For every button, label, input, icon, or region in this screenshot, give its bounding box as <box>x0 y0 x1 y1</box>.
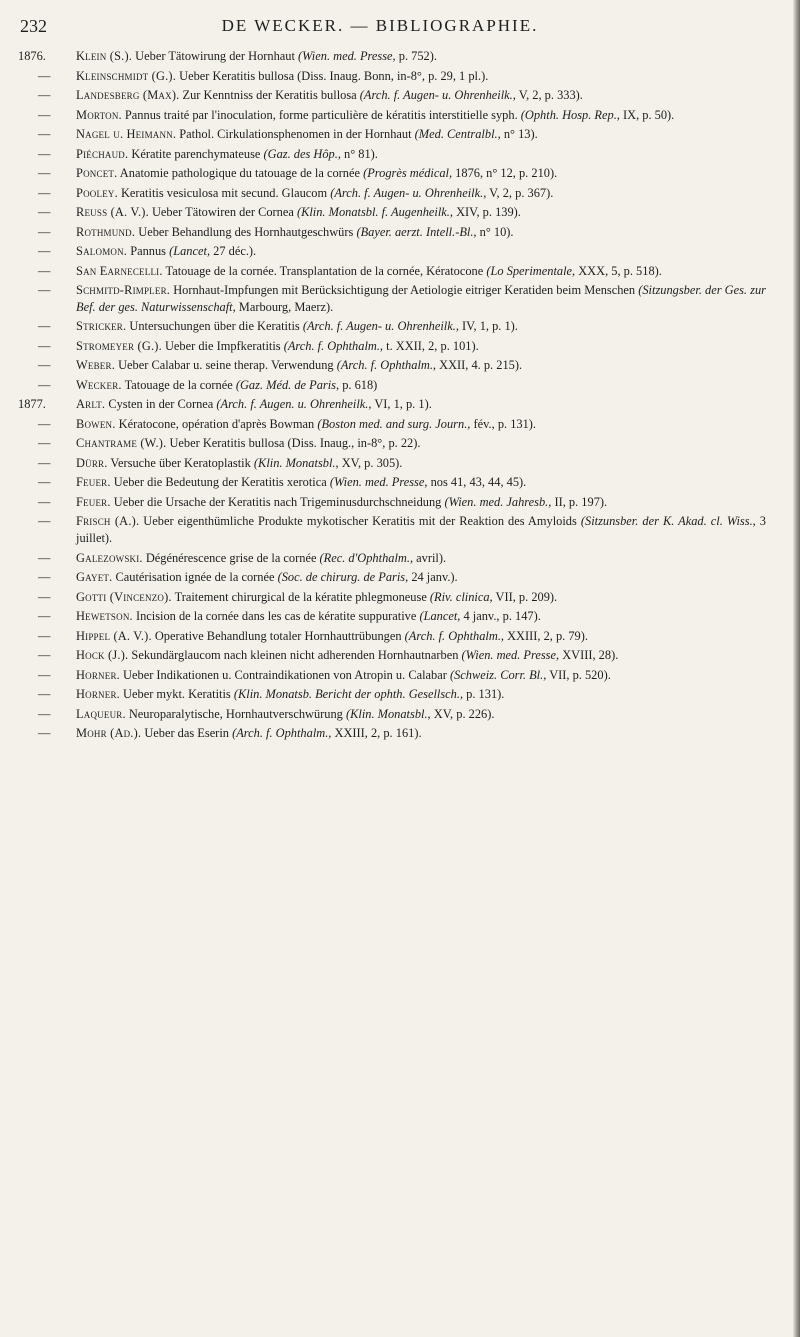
entry-source: (Sitzungsber. der Ges. zur Bef. der ges. Naturwissenschaft, <box>76 283 766 314</box>
entry-source: (Arch. f. Augen. u. Ohrenheilk., <box>216 397 372 412</box>
entry-title: Ueber Keratitis bullosa (Diss. Inaug., in-8°, p. 22). <box>166 436 421 451</box>
entry-source: (Arch. f. Ophthalm., <box>336 358 437 373</box>
entry-text <box>76 243 766 260</box>
entry-source: (Lancet, <box>169 244 211 258</box>
entry-text <box>76 282 766 316</box>
ditto-dash: — <box>38 377 51 392</box>
entry-details: fév., p. 131). <box>470 416 537 431</box>
page-header <box>20 14 740 42</box>
entry-source: (Schweiz. Corr. Bl., <box>449 667 547 682</box>
entry-title: Ueber Behandlung des Hornhautgeschwürs <box>135 224 357 239</box>
running-title: DE WECKER. — BIBLIOGRAPHIE. <box>221 16 539 35</box>
bibliography-entry <box>18 494 766 511</box>
entry-text <box>76 204 766 221</box>
entry-source: (Bayer. aerzt. Intell.-Bl., <box>356 224 477 239</box>
bibliography-entry <box>18 87 766 104</box>
entry-details: XXII, 4. p. 215). <box>436 358 523 373</box>
bibliography-entry <box>18 628 766 645</box>
entry-source: (Wien. med. Presse, <box>298 49 396 63</box>
ditto-dash: — <box>38 283 51 297</box>
entry-source: (Arch. f. Ophthalm., <box>232 726 332 741</box>
entry-year: 1876. <box>18 49 46 63</box>
bibliography-entry <box>18 263 766 280</box>
entry-source: (Klin. Monatsbl., <box>253 455 339 470</box>
entry-text <box>76 455 766 472</box>
entry-source: (Arch. f. Augen- u. Ohrenheilk., <box>359 88 516 102</box>
ditto-dash: — <box>38 570 51 585</box>
bibliography-entry <box>18 435 766 452</box>
bibliography-entry <box>18 550 766 567</box>
entry-author: Salomon. <box>76 244 128 258</box>
entry-author: Schmitd-Rimpler. <box>76 283 171 297</box>
entry-author: Horner. <box>76 687 120 702</box>
entry-text <box>76 628 766 645</box>
entry-year: 1877. <box>18 397 46 412</box>
entry-author: Hock (J.). <box>76 648 129 663</box>
entry-text <box>76 494 766 511</box>
bibliography-entry <box>18 474 766 491</box>
entry-title: Anatomie pathologique du tatouage de la cornée <box>117 166 364 180</box>
entry-title: Cautérisation ignée de la cornée <box>112 570 278 585</box>
entry-source: (Gaz. Méd. de Paris, <box>235 377 340 392</box>
ditto-dash: — <box>38 687 51 702</box>
entry-details: p. 752). <box>395 49 437 63</box>
bibliography-entry <box>18 608 766 625</box>
entry-title: Pathol. Cirkulationsphenomen in der Hornhaut <box>176 127 415 141</box>
entry-details: II, p. 197). <box>551 494 608 509</box>
entry-source: (Boston med. and surg. Journ., <box>317 416 471 431</box>
entry-source: (Gaz. des Hôp., <box>263 146 341 161</box>
ditto-dash: — <box>38 263 51 278</box>
entry-author: Arlt. <box>76 397 106 412</box>
entry-details: XV, p. 226). <box>430 706 495 721</box>
entry-author: Dürr. <box>76 455 108 470</box>
bibliography-entry <box>18 282 766 316</box>
entry-text <box>76 185 766 202</box>
entry-title: Zur Kenntniss der Keratitis bullosa <box>179 88 360 102</box>
entry-text <box>76 68 766 85</box>
bibliography-entry <box>18 318 766 335</box>
entry-author: Feuer. <box>76 494 111 509</box>
entry-title: Traitement chirurgical de la kératite phlegmoneuse <box>171 589 430 604</box>
entry-title: Ueber mykt. Keratitis <box>119 687 234 702</box>
entry-details: t. XXII, 2, p. 101). <box>383 338 479 353</box>
entry-author: Landesberg (Max). <box>76 88 180 102</box>
entry-source: (Soc. de chirurg. de Paris, <box>277 570 409 585</box>
bibliography-entry <box>18 416 766 433</box>
entry-source: (Ophth. Hosp. Rep., <box>520 107 620 122</box>
ditto-dash: — <box>38 68 51 83</box>
entry-source: (Sitzunsber. der K. Akad. cl. Wiss., <box>580 514 756 529</box>
entry-details: VII, p. 520). <box>546 667 611 682</box>
entry-text <box>76 513 766 547</box>
entry-details: n° 13). <box>500 127 538 141</box>
entry-title: Kératite parenchymateuse <box>128 146 264 161</box>
entry-details: V, 2, p. 367). <box>486 185 554 200</box>
entry-text <box>76 686 766 703</box>
entry-source: (Arch. f. Ophthalm., <box>283 338 384 353</box>
entry-title: Ueber Tätowiren der Cornea <box>148 205 297 219</box>
entry-text <box>76 107 766 124</box>
bibliography-entry <box>18 377 766 394</box>
entry-author: Gayet. <box>76 570 113 585</box>
ditto-dash: — <box>38 185 51 200</box>
entry-text <box>76 647 766 664</box>
entry-text <box>76 126 766 143</box>
entry-text <box>76 569 766 586</box>
entry-details: V, 2, p. 333). <box>515 88 583 102</box>
entry-title: Operative Behandlung totaler Hornhauttrübungen <box>151 628 405 643</box>
entry-author: Reuss (A. V.). <box>76 205 149 219</box>
entry-details: Marbourg, Maerz). <box>235 299 334 314</box>
entry-text <box>76 396 766 413</box>
bibliography-entry <box>18 243 766 260</box>
entry-details: n° 10). <box>476 224 514 239</box>
entry-title: Cysten in der Cornea <box>105 397 217 412</box>
bibliography-list <box>18 48 766 745</box>
entry-source: (Wien. med. Jahresb., <box>444 494 552 509</box>
entry-author: Klein (S.). <box>76 49 133 63</box>
entry-source: (Riv. clinica, <box>429 589 493 604</box>
ditto-dash: — <box>38 648 51 663</box>
ditto-dash: — <box>38 338 51 353</box>
entry-title: Ueber Calabar u. seine therap. Verwendung <box>115 358 337 373</box>
entry-title: Keratitis vesiculosa mit secund. Glaucom <box>117 185 331 200</box>
entry-title: Ueber Keratitis bullosa (Diss. Inaug. Bonn, in-8°, p. 29, 1 pl.). <box>176 68 489 83</box>
entry-text <box>76 416 766 433</box>
entry-text <box>76 357 766 374</box>
entry-details: nos 41, 43, 44, 45). <box>427 475 527 490</box>
ditto-dash: — <box>38 436 51 451</box>
ditto-dash: — <box>38 475 51 490</box>
entry-title: Ueber Indikationen u. Contraindikationen von Atropin u. Calabar <box>119 667 450 682</box>
bibliography-entry <box>18 647 766 664</box>
entry-details: IX, p. 50). <box>619 107 675 122</box>
ditto-dash: — <box>38 146 51 161</box>
entry-source: (Progrès médical, <box>363 166 453 180</box>
entry-title: Ueber Tätowirung der Hornhaut <box>132 49 299 63</box>
entry-author: Hippel (A. V.). <box>76 628 152 643</box>
entry-text <box>76 550 766 567</box>
entry-title: Pannus <box>127 244 170 258</box>
bibliography-entry <box>18 204 766 221</box>
entry-details: VI, 1, p. 1). <box>371 397 432 412</box>
ditto-dash: — <box>38 455 51 470</box>
entry-author: Piéchaud. <box>76 146 129 161</box>
entry-text <box>76 589 766 606</box>
bibliography-entry <box>18 185 766 202</box>
entry-details: 3 juillet). <box>76 514 767 546</box>
entry-details: p. 131). <box>463 687 505 702</box>
entry-details: VII, p. 209). <box>492 589 558 604</box>
bibliography-entry <box>18 224 766 241</box>
entry-details: XXIII, 2, p. 79). <box>504 628 588 643</box>
entry-title: Tatouage de la cornée. Transplantation de la cornée, Kératocone <box>162 263 487 278</box>
entry-text <box>76 48 766 65</box>
entry-author: Kleinschmidt (G.). <box>76 68 177 83</box>
entry-title: Ueber die Ursache der Keratitis nach Trigeminusdurchschneidung <box>110 494 445 509</box>
ditto-dash: — <box>38 358 51 373</box>
entry-source: (Wien. med. Presse, <box>461 648 560 663</box>
entry-source: (Arch. f. Augen- u. Ohrenheilk., <box>302 319 459 334</box>
bibliography-entry <box>18 686 766 703</box>
entry-author: Feuer. <box>76 475 111 490</box>
ditto-dash: — <box>38 127 51 141</box>
bibliography-entry <box>18 338 766 355</box>
entry-details: XVIII, 28). <box>559 648 619 663</box>
scan-page-edge <box>793 0 800 1337</box>
entry-author: Mohr (Ad.). <box>76 726 142 741</box>
entry-title: Untersuchungen über die Keratitis <box>126 319 303 334</box>
ditto-dash: — <box>38 416 51 431</box>
entry-author: Stromeyer (G.). <box>76 338 162 353</box>
entry-author: Morton. <box>76 107 122 122</box>
entry-title: Neuroparalytische, Hornhautverschwürung <box>125 706 346 721</box>
page-number: 232 <box>20 16 47 36</box>
entry-title: Incision de la cornée dans les cas de kératite suppurative <box>132 609 420 624</box>
entry-details: 24 janv.). <box>408 570 458 585</box>
entry-source: (Lo Sperimentale, <box>486 263 576 278</box>
entry-source: (Arch. f. Ophthalm., <box>404 628 505 643</box>
entry-details: XXIII, 2, p. 161). <box>331 726 422 741</box>
ditto-dash: — <box>38 609 51 624</box>
entry-text <box>76 87 766 104</box>
ditto-dash: — <box>38 205 51 219</box>
entry-details: XV, p. 305). <box>338 455 403 470</box>
bibliography-entry <box>18 667 766 684</box>
entry-source: (Med. Centralbl., <box>414 127 501 141</box>
entry-text <box>76 165 766 182</box>
entry-text <box>76 474 766 491</box>
entry-details: avril). <box>413 550 447 565</box>
entry-details: n° 81). <box>340 146 378 161</box>
bibliography-entry <box>18 107 766 124</box>
entry-author: Gotti (Vincenzo). <box>76 589 172 604</box>
ditto-dash: — <box>38 667 51 682</box>
bibliography-entry <box>18 357 766 374</box>
entry-author: Galezowski. <box>76 550 143 565</box>
entry-details: p. 618) <box>339 377 378 392</box>
ditto-dash: — <box>38 514 51 529</box>
entry-source: (Klin. Monatsb. Bericht der ophth. Gesellsch., <box>233 687 464 702</box>
entry-title: Sekundärglaucom nach kleinen nicht adherenden Hornhautnarben <box>128 648 462 663</box>
entry-details: 1876, n° 12, p. 210). <box>452 166 558 180</box>
ditto-dash: — <box>38 244 51 258</box>
ditto-dash: — <box>38 107 51 122</box>
entry-title: Ueber die Bedeutung der Keratitis xerotica <box>110 475 330 490</box>
bibliography-entry <box>18 513 766 547</box>
bibliography-entry <box>18 455 766 472</box>
entry-source: (Arch. f. Augen- u. Ohrenheilk., <box>330 185 487 200</box>
ditto-dash: — <box>38 589 51 604</box>
ditto-dash: — <box>38 726 51 741</box>
entry-details: XXX, 5, p. 518). <box>575 263 662 278</box>
entry-author: Bowen. <box>76 416 116 431</box>
bibliography-entry <box>18 146 766 163</box>
entry-text <box>76 706 766 723</box>
bibliography-entry <box>18 165 766 182</box>
bibliography-entry <box>18 589 766 606</box>
bibliography-entry <box>18 725 766 742</box>
entry-author: Stricker. <box>76 319 127 334</box>
entry-source: (Lancet, <box>419 609 461 624</box>
entry-details: IV, 1, p. 1). <box>458 319 518 334</box>
ditto-dash: — <box>38 628 51 643</box>
ditto-dash: — <box>38 706 51 721</box>
entry-author: Horner. <box>76 667 120 682</box>
ditto-dash: — <box>38 88 51 102</box>
entry-text <box>76 435 766 452</box>
entry-text <box>76 338 766 355</box>
ditto-dash: — <box>38 494 51 509</box>
bibliography-entry <box>18 68 766 85</box>
entry-title: Ueber das Eserin <box>141 726 233 741</box>
entry-title: Ueber die Impfkeratitis <box>161 338 284 353</box>
entry-title: Pannus traité par l'inoculation, forme particulière de kératitis interstitielle syph. <box>121 107 521 122</box>
entry-text <box>76 725 766 742</box>
entry-author: Rothmund. <box>76 224 136 239</box>
entry-author: Hewetson. <box>76 609 133 624</box>
bibliography-entry <box>18 396 766 413</box>
entry-source: (Klin. Monatsbl., <box>345 706 431 721</box>
ditto-dash: — <box>38 550 51 565</box>
entry-text <box>76 608 766 625</box>
entry-author: Laqueur. <box>76 706 126 721</box>
bibliography-entry <box>18 126 766 143</box>
entry-author: Pooley. <box>76 185 118 200</box>
entry-title: Kératocone, opération d'après Bowman <box>115 416 318 431</box>
bibliography-entry <box>18 706 766 723</box>
ditto-dash: — <box>38 224 51 239</box>
entry-text <box>76 377 766 394</box>
entry-source: (Klin. Monatsbl. f. Augenheilk., <box>296 205 453 219</box>
entry-title: Ueber eigenthümliche Produkte mykotischer Keratitis mit der Reaktion des Amyloids <box>139 514 581 529</box>
entry-title: Dégénérescence grise de la cornée <box>142 550 320 565</box>
entry-author: Poncet. <box>76 166 118 180</box>
entry-author: Nagel u. Heimann. <box>76 127 177 141</box>
entry-text <box>76 667 766 684</box>
ditto-dash: — <box>38 166 51 180</box>
entry-author: Weber. <box>76 358 115 373</box>
bibliography-entry <box>18 569 766 586</box>
entry-text <box>76 224 766 241</box>
bibliography-entry <box>18 48 766 65</box>
entry-text <box>76 146 766 163</box>
entry-source: (Wien. med. Presse, <box>329 475 428 490</box>
entry-text <box>76 318 766 335</box>
entry-title: Tatouage de la cornée <box>121 377 236 392</box>
entry-text <box>76 263 766 280</box>
entry-details: XIV, p. 139). <box>452 205 521 219</box>
entry-source: (Rec. d'Ophthalm., <box>319 550 414 565</box>
entry-details: 4 janv., p. 147). <box>460 609 541 624</box>
ditto-dash: — <box>38 319 51 334</box>
entry-author: San Earnecelli. <box>76 263 163 278</box>
entry-title: Versuche über Keratoplastik <box>107 455 254 470</box>
entry-author: Chantrame (W.). <box>76 436 167 451</box>
entry-details: 27 déc.). <box>210 244 257 258</box>
entry-author: Wecker. <box>76 377 122 392</box>
entry-author: Frisch (A.). <box>76 514 140 529</box>
entry-title: Hornhaut-Impfungen mit Berücksichtigung der Aetiologie eitriger Keratiden beim Menschen <box>170 283 639 297</box>
